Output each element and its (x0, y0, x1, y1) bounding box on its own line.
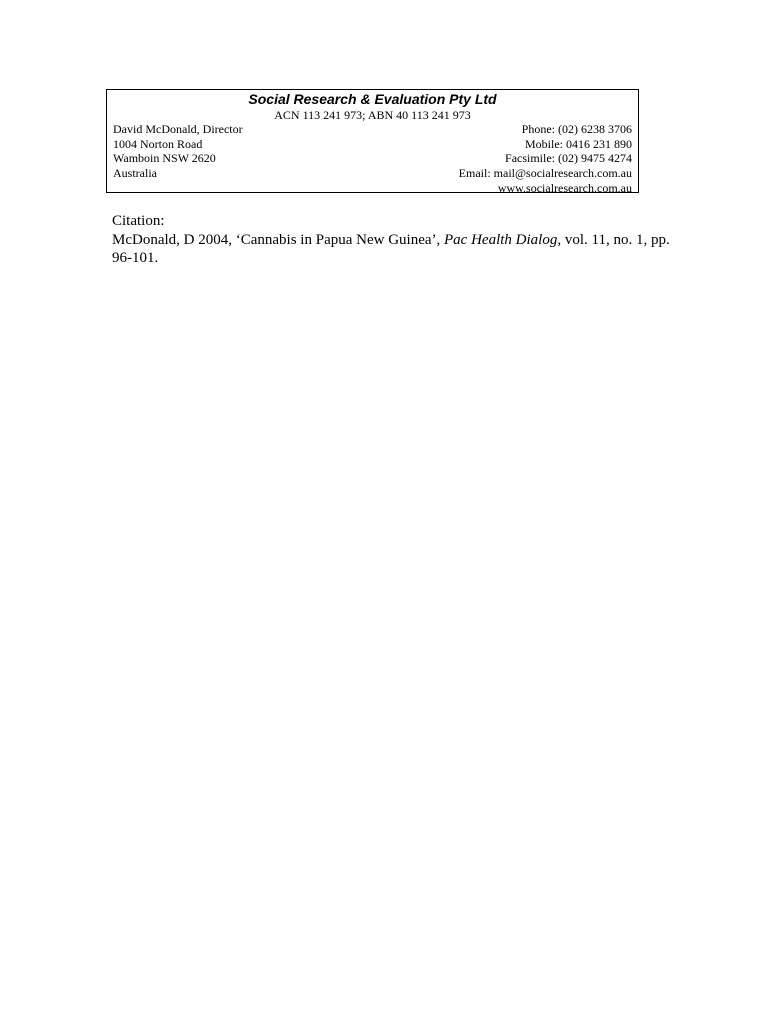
country: Australia (113, 166, 157, 181)
citation-heading: Citation: (112, 213, 165, 229)
website-url: www.socialresearch.com.au (497, 180, 632, 195)
citation-text-after: , vol. 11, no. 1, pp. 96-101. (112, 231, 670, 266)
contact-block (459, 122, 632, 196)
company-name: Social Research & Evaluation Pty Ltd (248, 91, 497, 107)
journal-title: Pac Health Dialog (444, 231, 558, 248)
email-address: Email: mail@socialresearch.com.au (458, 166, 632, 181)
city-state-postcode: Wamboin NSW 2620 (113, 151, 216, 166)
address-block (113, 122, 243, 181)
letterhead-box (106, 89, 639, 193)
mobile-number: Mobile: 0416 231 890 (525, 136, 632, 151)
phone-number: Phone: (02) 6238 3706 (521, 122, 632, 136)
facsimile-number: Facsimile: (02) 9475 4274 (505, 151, 632, 166)
registration-numbers: ACN 113 241 973; ABN 40 113 241 973 (274, 108, 471, 122)
street-address: 1004 Norton Road (113, 136, 203, 151)
citation-section (112, 212, 672, 268)
director-name: David McDonald, Director (113, 122, 243, 136)
citation-text (112, 231, 672, 268)
citation-text-before: McDonald, D 2004, ‘Cannabis in Papua New Guinea’, (112, 231, 441, 248)
